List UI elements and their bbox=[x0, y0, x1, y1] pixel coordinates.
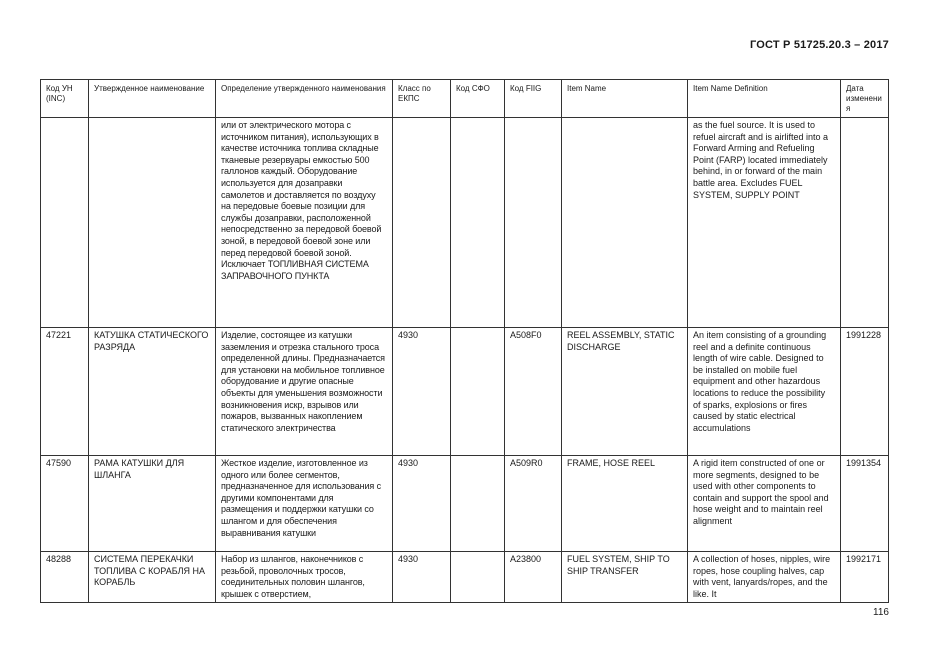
page-number: 116 bbox=[873, 607, 889, 618]
cell-sfo bbox=[451, 328, 505, 456]
cell-ekps: 4930 bbox=[393, 552, 451, 603]
table-row bbox=[41, 328, 889, 456]
cell-ekps: 4930 bbox=[393, 456, 451, 552]
cell-item-definition: A rigid item constructed of one or more segments, designed to be used with other components to contain and support the spool and hose weight and to maintain reel alignment bbox=[688, 456, 841, 552]
cell-sfo bbox=[451, 456, 505, 552]
cell-sfo bbox=[451, 118, 505, 328]
cell-definition-ru: или от электрического мотора с источником питания), использующих в качестве источника топлива складные тканевые резервуары емкостью 500 галлонов каждый. Оборудование используется для дозаправки самолетов и доставляется по воздуху на передовые боевые позиции для службы дозаправки, расположенной непосредственно за передовой боевой зоной, в передовой боевой зоне или перед передовой боевой зоной. Исключает ТОПЛИВНАЯ СИСТЕМА ЗАПРАВОЧНОГО ПУНКТА bbox=[216, 118, 393, 328]
cell-name-ru bbox=[89, 118, 216, 328]
header-name-ru: Утвержденное наименование bbox=[89, 80, 216, 118]
cell-date: 1992171 bbox=[841, 552, 889, 603]
cell-fiig bbox=[505, 118, 562, 328]
cell-item-definition: as the fuel source. It is used to refuel aircraft and is airlifted into a Forward Arming and Refueling Point (FARP) located immediately behind, in or forward of the main battle area. Excludes FUEL SYSTEM, SUPPLY POINT bbox=[688, 118, 841, 328]
cell-date bbox=[841, 118, 889, 328]
cell-definition-ru: Изделие, состоящее из катушки заземления и отрезка стального троса определенной длины. Предназначается для установки на мобильное топливное оборудование и другие опасные объекты для уменьшения возможности возникновения искр, взрывов или пожаров, вызванных накоплением статического электричества bbox=[216, 328, 393, 456]
cell-code: 47590 bbox=[41, 456, 89, 552]
header-code: Код УН (INC) bbox=[41, 80, 89, 118]
cell-ekps bbox=[393, 118, 451, 328]
cell-ekps: 4930 bbox=[393, 328, 451, 456]
nomenclature-table bbox=[40, 79, 889, 603]
header-fiig: Код FIIG bbox=[505, 80, 562, 118]
cell-item-name: FRAME, HOSE REEL bbox=[562, 456, 688, 552]
table-row-continuation bbox=[41, 118, 889, 328]
cell-code: 47221 bbox=[41, 328, 89, 456]
header-item-definition: Item Name Definition bbox=[688, 80, 841, 118]
cell-code: 48288 bbox=[41, 552, 89, 603]
cell-item-definition: An item consisting of a grounding reel and a definite continuous length of wire cable. Designed to be installed on mobile fuel equipment and other hazardous locations to reduce the possibility of sparks, explosions or fires caused by static electrical accumulations bbox=[688, 328, 841, 456]
cell-item-name bbox=[562, 118, 688, 328]
cell-fiig: A23800 bbox=[505, 552, 562, 603]
cell-date: 1991354 bbox=[841, 456, 889, 552]
cell-fiig: A509R0 bbox=[505, 456, 562, 552]
cell-definition-ru: Набор из шлангов, наконечников с резьбой, проволочных тросов, соединительных половин шлангов, крышек с отверстием, bbox=[216, 552, 393, 603]
cell-item-name: FUEL SYSTEM, SHIP TO SHIP TRANSFER bbox=[562, 552, 688, 603]
cell-item-name: REEL ASSEMBLY, STATIC DISCHARGE bbox=[562, 328, 688, 456]
header-ekps: Класс по ЕКПС bbox=[393, 80, 451, 118]
table-row bbox=[41, 552, 889, 603]
header-sfo: Код СФО bbox=[451, 80, 505, 118]
cell-name-ru: РАМА КАТУШКИ ДЛЯ ШЛАНГА bbox=[89, 456, 216, 552]
cell-code bbox=[41, 118, 89, 328]
header-definition-ru: Определение утвержденного наименования bbox=[216, 80, 393, 118]
cell-name-ru: КАТУШКА СТАТИЧЕСКОГО РАЗРЯДА bbox=[89, 328, 216, 456]
cell-fiig: A508F0 bbox=[505, 328, 562, 456]
cell-name-ru: СИСТЕМА ПЕРЕКАЧКИ ТОПЛИВА С КОРАБЛЯ НА КОРАБЛЬ bbox=[89, 552, 216, 603]
table-header-row bbox=[41, 80, 889, 118]
header-date: Дата изменения bbox=[841, 80, 889, 118]
document-standard-number: ГОСТ Р 51725.20.3 – 2017 bbox=[749, 39, 889, 51]
cell-date: 1991228 bbox=[841, 328, 889, 456]
cell-definition-ru: Жесткое изделие, изготовленное из одного или более сегментов, предназначенное для использования с другими компонентами для размещения и поддержки катушки со шлангом и для обеспечения выравнивания катушки bbox=[216, 456, 393, 552]
cell-sfo bbox=[451, 552, 505, 603]
cell-item-definition: A collection of hoses, nipples, wire ropes, hose coupling halves, cap with vent, lanyards/ropes, and the like. It bbox=[688, 552, 841, 603]
header-item-name: Item Name bbox=[562, 80, 688, 118]
table-row bbox=[41, 456, 889, 552]
